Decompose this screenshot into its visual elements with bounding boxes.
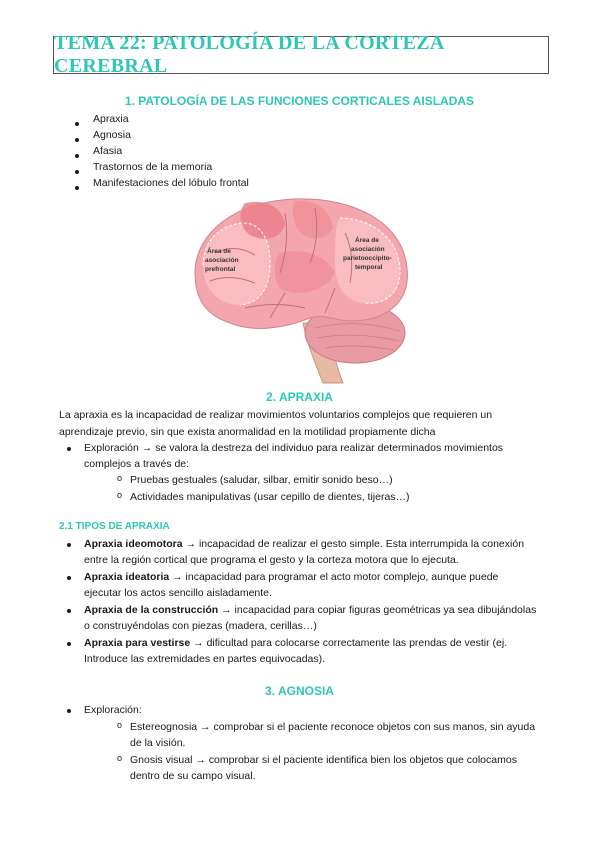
bullet — [75, 186, 79, 190]
label-parieto-4: temporal — [355, 264, 383, 271]
circle-bullet: o — [117, 720, 123, 730]
apraxia-type-line2: entre la región cortical que programa el gesto y la corteza motora que lo ejecuta. — [84, 554, 459, 566]
bullet — [75, 154, 79, 158]
bullet — [67, 543, 71, 547]
label-prefrontal-2: asociación — [205, 257, 239, 264]
label-parieto-2: asociación — [351, 246, 385, 253]
agnosia-item-line2: de la visión. — [130, 737, 186, 749]
apraxia-type-desc: → incapacidad para programar el acto motor complejo, aunque puede — [169, 571, 499, 583]
apraxia-type-line2: ejecutar los actos sencillo aisladamente. — [84, 587, 272, 599]
apraxia-type-line2: o construyéndolas con piezas (madera, cerillas…) — [84, 620, 317, 632]
section3-heading: 3. AGNOSIA — [265, 684, 334, 698]
label-parieto-3: parietooccipito- — [343, 255, 392, 262]
list-item: Apraxia — [93, 113, 129, 125]
sub-item: Actividades manipulativas (usar cepillo de dientes, tijeras…) — [130, 491, 410, 503]
bullet — [67, 609, 71, 613]
list-item: Agnosia — [93, 129, 131, 141]
label-parieto-1: Área de — [355, 237, 379, 244]
brain-illustration — [185, 193, 415, 385]
apraxia-type-line1 — [84, 602, 536, 619]
bullet — [67, 447, 71, 451]
list-item: Manifestaciones del lóbulo frontal — [93, 177, 249, 189]
list-item: Afasia — [93, 145, 123, 157]
bullet — [75, 170, 79, 174]
sub-item: Pruebas gestuales (saludar, silbar, emitir sonido beso…) — [130, 474, 393, 486]
circle-bullet: o — [117, 490, 123, 500]
apraxia-exploracion-line1: Exploración → se valora la destreza del individuo para realizar determinados movimientos — [84, 442, 504, 454]
section21-heading: 2.1 TIPOS DE APRAXIA — [59, 521, 170, 532]
apraxia-type-name: Apraxia ideomotora — [84, 538, 183, 550]
title-box — [53, 32, 549, 77]
label-prefrontal-3: prefrontal — [205, 266, 236, 273]
apraxia-type-line2: Introduce las extremidades en partes equivocadas). — [84, 653, 326, 665]
apraxia-type-line1 — [84, 536, 524, 553]
agnosia-exploracion: Exploración: — [84, 704, 142, 716]
section1-heading: 1. PATOLOGÍA DE LAS FUNCIONES CORTICALES AISLADAS — [124, 94, 475, 108]
apraxia-type-line1 — [84, 635, 507, 652]
bullet — [75, 122, 79, 126]
apraxia-exploracion-line2: complejos a través de: — [84, 458, 190, 470]
agnosia-item-line1: Estereognosia → comprobar si el paciente reconoce objetos con sus manos, sin ayuda — [130, 721, 536, 733]
apraxia-type-line1 — [84, 569, 498, 586]
circle-bullet: o — [117, 473, 123, 483]
apraxia-intro-line1: La apraxia es la incapacidad de realizar movimientos voluntarios complejos que requieren un — [59, 409, 493, 421]
list-item: Trastornos de la memoria — [93, 161, 213, 173]
bullet — [75, 138, 79, 142]
bullet — [67, 576, 71, 580]
page-title: TEMA 22: PATOLOGÍA DE LA CORTEZA CEREBRAL — [54, 32, 444, 77]
circle-bullet: o — [117, 753, 123, 763]
apraxia-type-name: Apraxia ideatoria — [84, 571, 170, 583]
agnosia-item-line2: dentro de su campo visual. — [130, 770, 256, 782]
apraxia-intro-line2: aprendizaje previo, sin que exista anormalidad en la motilidad propiamente dicha — [59, 426, 436, 438]
label-prefrontal-1: Área de — [207, 248, 231, 255]
bullet — [67, 642, 71, 646]
section2-heading: 2. APRAXIA — [266, 390, 333, 404]
agnosia-item-line1: Gnosis visual → comprobar si el paciente identifica bien los objetos que colocamos — [130, 754, 517, 766]
apraxia-type-desc: → incapacidad para copiar figuras geométricas ya sea dibujándolas — [218, 604, 537, 616]
bullet — [67, 709, 71, 713]
apraxia-type-name: Apraxia de la construcción — [84, 604, 219, 616]
apraxia-type-name: Apraxia para vestirse — [84, 637, 191, 649]
apraxia-type-desc: → incapacidad de realizar el gesto simple. Esta interrumpida la conexión — [182, 538, 525, 550]
apraxia-type-desc: → dificultad para colocarse correctamente las prendas de vestir (ej. — [190, 637, 508, 649]
